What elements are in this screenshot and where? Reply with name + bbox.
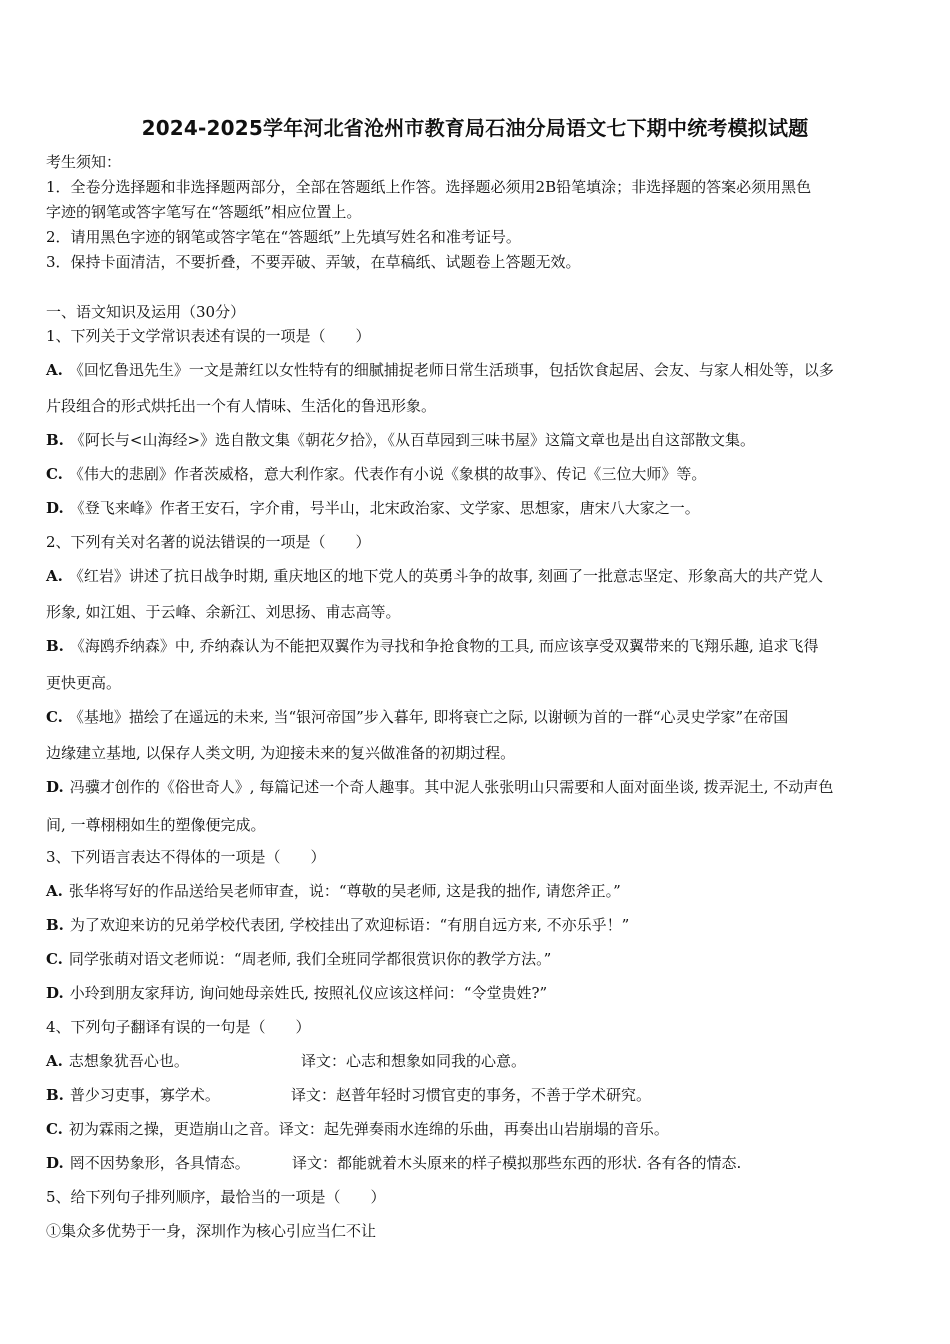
question-1-option-d bbox=[46, 498, 906, 518]
question-2-option-a-cont: 形象, 如江姐、于云峰、余新江、刘思扬、甫志高等。 bbox=[46, 603, 401, 621]
option-label: D. bbox=[46, 778, 64, 796]
option-source: 志想象犹吾心也。 bbox=[68, 1052, 189, 1070]
option-text: 《伟大的悲剧》作者茨威格，意大利作家。代表作有小说《象棋的故事》、传记《三位大师》等。 bbox=[68, 465, 707, 483]
option-text: 为了欢迎来访的兄弟学校代表团, 学校挂出了欢迎标语：“有朋自远方来, 不亦乐乎！” bbox=[69, 916, 630, 934]
question-2-option-b-cont: 更快更高。 bbox=[46, 674, 122, 692]
option-label: B. bbox=[46, 637, 64, 655]
question-3-option-d bbox=[46, 983, 906, 1003]
option-text: 冯骥才创作的《俗世奇人》, 每篇记述一个奇人趣事。其中泥人张张明山只需要和人面对面坐谈, 拨弄泥土, 不动声色 bbox=[69, 778, 834, 796]
question-4-option-d bbox=[46, 1153, 906, 1173]
option-label: A. bbox=[46, 567, 63, 585]
option-label: D. bbox=[46, 499, 64, 517]
option-label: B. bbox=[46, 431, 64, 449]
option-source: 普少习吏事，寡学术。 bbox=[69, 1086, 220, 1104]
option-text: 《阿长与<山海经>》选自散文集《朝花夕拾》，《从百草园到三味书屋》这篇文章也是出自这部散文集。 bbox=[69, 431, 756, 449]
question-4-stem: 4、下列句子翻译有误的一句是（ ） bbox=[46, 1018, 311, 1036]
option-text: 同学张萌对语文老师说：“周老师, 我们全班同学都很赏识你的教学方法。” bbox=[68, 950, 552, 968]
option-label: B. bbox=[46, 916, 64, 934]
option-translation: 译文：赵普年轻时习惯官吏的事务，不善于学术研究。 bbox=[291, 1086, 652, 1104]
question-4-option-b bbox=[46, 1085, 906, 1105]
option-text: 《回忆鲁迅先生》一文是萧红以女性特有的细腻捕捉老师日常生活琐事，包括饮食起居、会友、与家人相处等，以多 bbox=[68, 361, 834, 379]
option-source: 罔不因势象形，各具情态。 bbox=[69, 1154, 250, 1172]
option-label: D. bbox=[46, 984, 64, 1002]
notice-heading: 考生须知： bbox=[46, 153, 122, 171]
question-1-option-a bbox=[46, 360, 906, 380]
question-3-option-b bbox=[46, 915, 906, 935]
option-text: 《基地》描绘了在遥远的未来, 当“银河帝国”步入暮年, 即将衰亡之际, 以谢顿为首的一群“心灵史学家”在帝国 bbox=[68, 708, 789, 726]
option-label: C. bbox=[46, 950, 63, 968]
question-1-option-a-cont: 片段组合的形式烘托出一个有人情味、生活化的鲁迅形象。 bbox=[46, 397, 437, 415]
question-1-stem: 1、下列关于文学常识表述有误的一项是（ ） bbox=[46, 327, 371, 345]
question-2-option-d-cont: 间, 一尊栩栩如生的塑像便完成。 bbox=[46, 816, 266, 834]
question-2-option-a bbox=[46, 566, 906, 586]
question-3-option-a bbox=[46, 881, 906, 901]
option-label: C. bbox=[46, 1120, 63, 1138]
notice-item: 2．请用黑色字迹的钢笔或答字笔在“答题纸”上先填写姓名和准考证号。 bbox=[46, 228, 521, 246]
question-5-sentence-1: ①集众多优势于一身，深圳作为核心引应当仁不让 bbox=[46, 1222, 377, 1240]
option-text: 《海鸥乔纳森》中, 乔纳森认为不能把双翼作为寻找和争抢食物的工具, 而应该享受双翼带来的飞翔乐趣, 追求飞得 bbox=[69, 637, 819, 655]
option-label: C. bbox=[46, 465, 63, 483]
notice-item: 3．保持卡面清洁，不要折叠，不要弄破、弄皱，在草稿纸、试题卷上答题无效。 bbox=[46, 253, 581, 271]
page-title: 2024-2025学年河北省沧州市教育局石油分局语文七下期中统考模拟试题 bbox=[141, 116, 809, 140]
question-1-option-c bbox=[46, 464, 906, 484]
question-2-option-c-cont: 边缘建立基地, 以保存人类文明, 为迎接未来的复兴做准备的初期过程。 bbox=[46, 744, 516, 762]
question-2-option-d bbox=[46, 777, 906, 797]
question-2-stem: 2、下列有关对名著的说法错误的一项是（ ） bbox=[46, 533, 371, 551]
option-translation: 译文：心志和想象如同我的心意。 bbox=[301, 1052, 527, 1070]
question-5-stem: 5、给下列句子排列顺序，最恰当的一项是（ ） bbox=[46, 1188, 386, 1206]
question-3-stem: 3、下列语言表达不得体的一项是（ ） bbox=[46, 848, 326, 866]
option-label: A. bbox=[46, 361, 63, 379]
option-label: C. bbox=[46, 708, 63, 726]
option-translation: 译文：起先弹奏雨水连绵的乐曲，再奏出山岩崩塌的音乐。 bbox=[278, 1120, 669, 1138]
option-translation: 译文：都能就着木头原来的样子模拟那些东西的形状. 各有各的情态. bbox=[292, 1154, 742, 1172]
question-2-option-c bbox=[46, 707, 906, 727]
option-text: 《红岩》讲述了抗日战争时期, 重庆地区的地下党人的英勇斗争的故事, 刻画了一批意志坚定、形象高大的共产党人 bbox=[68, 567, 823, 585]
option-label: B. bbox=[46, 1086, 64, 1104]
option-text: 张华将写好的作品送给吴老师审查，说：“尊敬的吴老师, 这是我的拙作, 请您斧正。” bbox=[68, 882, 621, 900]
question-4-option-a bbox=[46, 1051, 906, 1071]
option-text: 《登飞来峰》作者王安石，字介甫，号半山，北宋政治家、文学家、思想家，唐宋八大家之一。 bbox=[69, 499, 700, 517]
option-text: 小玲到朋友家拜访, 询问她母亲姓氏, 按照礼仪应该这样问：“令堂贵姓?” bbox=[69, 984, 548, 1002]
option-label: A. bbox=[46, 882, 63, 900]
question-1-option-b bbox=[46, 430, 906, 450]
notice-item: 1．全卷分选择题和非选择题两部分，全部在答题纸上作答。选择题必须用2B铅笔填涂；非选择题的答案必须用黑色 bbox=[46, 178, 812, 196]
question-2-option-b bbox=[46, 636, 906, 656]
question-3-option-c bbox=[46, 949, 906, 969]
section-heading: 一、语文知识及运用（30分） bbox=[46, 303, 246, 321]
option-label: A. bbox=[46, 1052, 63, 1070]
option-label: D. bbox=[46, 1154, 64, 1172]
notice-item: 字迹的钢笔或答字笔写在“答题纸”相应位置上。 bbox=[46, 203, 362, 221]
option-source: 初为霖雨之操，更造崩山之音。 bbox=[68, 1120, 279, 1138]
question-4-option-c bbox=[46, 1119, 906, 1139]
